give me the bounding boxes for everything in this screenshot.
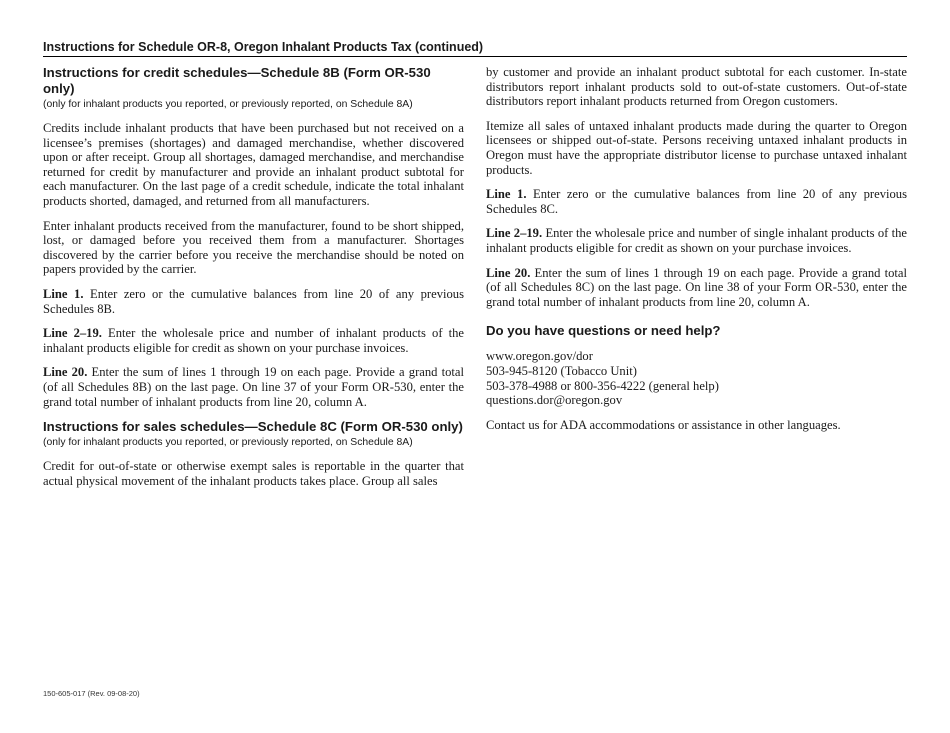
sales-line-2-19-text: Enter the wholesale price and number of single inhalant products of the inhalant products eligible for credit as shown on your purchase invoices.	[486, 226, 907, 255]
website-link[interactable]: www.oregon.gov/dor	[486, 349, 593, 364]
credit-line-20	[43, 365, 464, 409]
sales-schedules-subheading: (only for inhalant products you reported, or previously reported, on Schedule 8A)	[43, 437, 413, 449]
sales-line-2-19-label: Line 2–19.	[486, 226, 543, 241]
credit-line-20-label: Line 20.	[43, 365, 88, 380]
form-number: 150-605-017 (Rev. 09-08-20)	[43, 689, 140, 698]
page-header-title: Instructions for Schedule OR-8, Oregon Inhalant Products Tax (continued)	[43, 40, 484, 54]
credit-paragraph-2: Enter inhalant products received from the manufacturer, found to be short shipped, lost, or damaged before you received them from a manufacturer. Shortages discovered by the carrier before you receive the merchandise should be noted on papers provided by the carrier.	[43, 218, 464, 277]
credit-line-2-19-label: Line 2–19.	[43, 326, 102, 341]
email-link[interactable]: questions.dor@oregon.gov	[486, 393, 623, 408]
sales-paragraph-continued: by customer and provide an inhalant product subtotal for each customer. In-state distributors report inhalant products sold to out-of-state customers. Out-of-state distributors report inhalant products returned from Oregon customers.	[486, 65, 907, 109]
credit-line-1-text: Enter zero or the cumulative balances from line 20 of any previous Schedules 8B.	[43, 286, 464, 316]
ada-note: Contact us for ADA accommodations or assistance in other languages.	[486, 417, 841, 432]
sales-line-20	[486, 266, 907, 310]
credit-line-2-19	[43, 326, 464, 355]
sales-line-2-19	[486, 226, 907, 255]
sales-itemize-paragraph: Itemize all sales of untaxed inhalant products made during the quarter to Oregon licensees or shipped out-of-state. Persons receiving untaxed inhalant products in Oregon must have the appropriate distributor license to purchase untaxed inhalant products.	[486, 118, 907, 177]
contact-block	[486, 349, 907, 407]
sales-line-20-label: Line 20.	[486, 265, 531, 280]
credit-line-1-label: Line 1.	[43, 286, 84, 301]
credit-line-1	[43, 287, 464, 316]
sales-line-1	[486, 187, 907, 216]
left-column	[43, 65, 464, 498]
credit-paragraph-1: Credits include inhalant products that have been purchased but not received on a licensee’s premises (shortages) and damaged merchandise, whether discovered upon or after receipt. Group all shortages, damaged merchandise, and merchandise returned for credit by manufacturer and provide an inhalant product subtotal for each manufacturer. On the last page of a credit schedule, indicate the total inhalant products shorted, damaged, and returned from all manufacturers.	[43, 121, 464, 208]
sales-line-1-text: Enter zero or the cumulative balances from line 20 of any previous Schedules 8C.	[486, 187, 907, 216]
sales-line-20-text: Enter the sum of lines 1 through 19 on each page. Provide a grand total (of all Schedules 8C) on the last page. On line 38 of your Form OR-530, enter the grand total number of inhalant products from line 20, column A.	[486, 265, 907, 309]
credit-schedules-subheading: (only for inhalant products you reported, or previously reported, on Schedule 8A)	[43, 99, 413, 110]
general-help-phone: 503-378-4988 or 800-356-4222 (general help)	[486, 378, 719, 393]
tobacco-unit-phone: 503-945-8120 (Tobacco Unit)	[486, 363, 637, 378]
sales-schedules-heading: Instructions for sales schedules—Schedule 8C (Form OR-530 only)	[43, 419, 463, 435]
help-heading: Do you have questions or need help?	[486, 323, 721, 339]
sales-paragraph-1: Credit for out-of-state or otherwise exempt sales is reportable in the quarter that actual physical movement of the inhalant products takes place. Group all sales	[43, 459, 464, 488]
sales-line-1-label: Line 1.	[486, 187, 527, 202]
right-column	[486, 65, 907, 442]
page-header	[43, 40, 907, 57]
credit-line-2-19-text: Enter the wholesale price and number of inhalant products of the inhalant products eligible for credit as shown on your purchase invoices.	[43, 326, 464, 355]
credit-line-20-text: Enter the sum of lines 1 through 19 on each page. Provide a grand total (of all Schedules 8B) on the last page. On line 37 of your Form OR-530, enter the grand total number of inhalant products from line 20, column A.	[43, 365, 464, 409]
credit-schedules-heading: Instructions for credit schedules—Schedule 8B (Form OR-530 only)	[43, 65, 431, 96]
